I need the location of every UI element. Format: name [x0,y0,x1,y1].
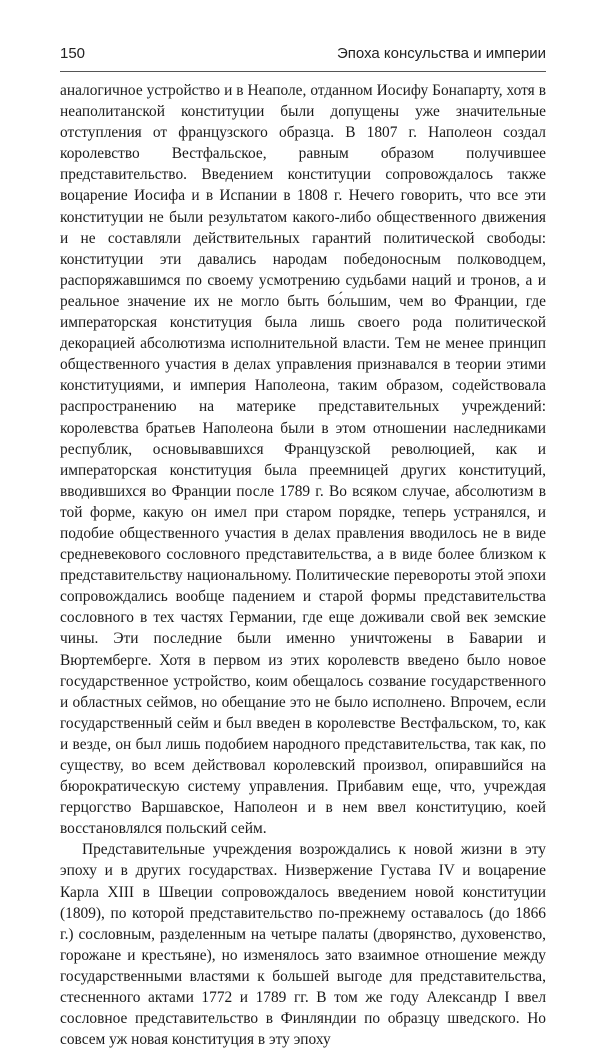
header-divider [60,71,546,72]
page-number: 150 [60,45,86,62]
running-head [60,45,546,67]
body-text [60,80,546,1050]
paragraph: Представительные учреждения возрождались к новой жизни в эту эпоху и в других государствах. Низвержение Густава IV и воцарение Карла XIII в Швеции сопровождалось введением новой конституции (1809), по которой представительство по-прежнему оставалось (до 1866 г.) сословным, разделенным на четыре палаты (дворянство, духовенство, горожане и крестьяне), но изменялось зато взаимное отношение между государственными властями к большей выгоде для представительства, стесненного актами 1772 и 1789 гг. В том же году Александр I ввел сословное представительство в Финляндии по образцу шведского. Но совсем уж новая конституция в эту эпоху [60,841,546,1049]
paragraph-continued: аналогичное устройство и в Неаполе, отданном Иосифу Бонапарту, хотя в неаполитанской конституции были допущены уже значительные отступления от французского образца. В 1807 г. Наполеон создал королевство Вестфальское, равным образом получившее представительство. Введением конституции сопровождалось также воцарение Иосифа и в Испании в 1808 г. Нечего говорить, что все эти конституции не были результатом какого-либо общественного движения и не составляли действительных гарантий политической свободы: конституции эти давались народам победоносным полководцем, распоряжавшимся по своему усмотрению судьбами наций и тронов, а и реальное значение их не могло быть бо́льшим, чем во Франции, где императорская конституция была лишь своего рода политической декорацией абсолютизма исполнительной власти. Тем не менее принцип общественного участия в делах управления признавался в теории этими конституциями, и империя Наполеона, таким образом, содействовала распространению на материке представительных учреждений: королевства братьев Наполеона были в этом отношении наследниками республик, основывавшихся Французской революцией, как и императорская конституция была преемницей других конституций, вводившихся во Франции после 1789 г. Во всяком случае, абсолютизм в той форме, какую он имел при старом порядке, теперь устранялся, и подобие общественного участия в делах правления вводилось не в виде средневекового сословного представительства, а в виде более близком к представительству национальному. Политические перевороты этой эпохи сопровождались вообще падением и старой формы представительства сословного в тех частях Германии, где еще доживали свой век земские чины. Эти последние были именно уничтожены в Баварии и Вюртемберге. Хотя в первом из этих королевств введено было новое государственное устройство, коим обещалось созвание государственного и областных сеймов, но обещание это не было исполнено. Впрочем, если государственный сейм и был введен в королевстве Вестфальском, то, как и везде, он был лишь подобием народного представительства, так как, по существу, во всем действовал королевский произвол, опиравшийся на бюрократическую систему управления. Прибавим еще, что, учреждая герцогство Варшавское, Наполеон и в нем ввел конституцию, коей восстановлялся польский сейм. [60,82,546,838]
chapter-title: Эпоха консульства и империи [337,45,546,62]
